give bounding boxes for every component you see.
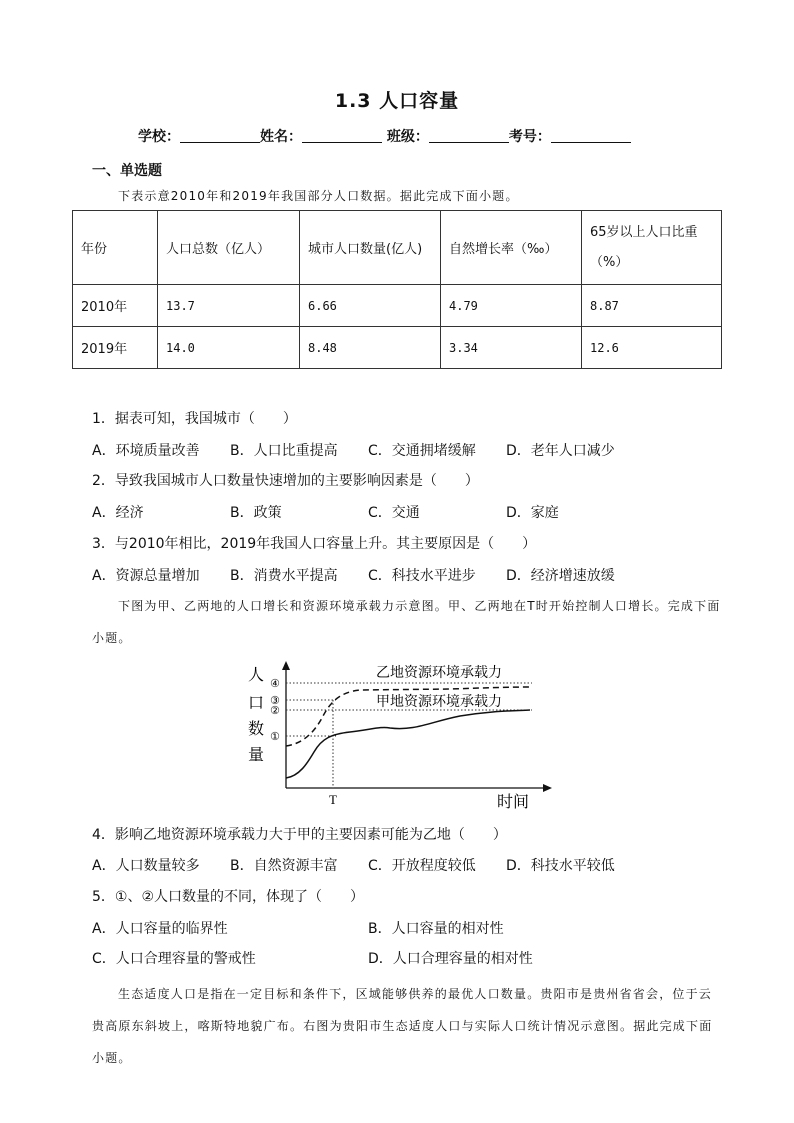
y-axis-arrow-icon (282, 661, 290, 670)
y-axis-label-char: 数 (248, 721, 265, 738)
table-header-row (73, 211, 722, 285)
table-cell: 13.7 (158, 285, 300, 327)
name-label: 姓名： (260, 129, 302, 145)
section-heading: 一、单选题 (92, 163, 162, 179)
exam-no-label: 考号： (508, 129, 551, 145)
jia-population-curve (286, 710, 530, 778)
population-table (72, 210, 722, 369)
level-4-marker: ④ (270, 677, 280, 690)
yi-capacity-label: 乙地资源环境承载力 (376, 665, 502, 681)
option-d[interactable]: D．经济增速放缓 (506, 568, 615, 584)
option-d[interactable]: D．科技水平较低 (506, 858, 615, 874)
name-blank[interactable] (302, 128, 382, 143)
table-cell: 2010年 (73, 285, 158, 327)
table-header-cell: 人口总数（亿人） (158, 211, 300, 285)
option-d[interactable]: D．人口合理容量的相对性 (368, 951, 533, 967)
x-axis-arrow-icon (543, 784, 552, 792)
population-carrying-capacity-figure (240, 658, 560, 810)
table-header-cell: 年份 (73, 211, 158, 285)
option-a[interactable]: A．资源总量增加 (92, 568, 200, 584)
table-header-cell: 自然增长率（‰） (441, 211, 582, 285)
jia-capacity-label: 甲地资源环境承载力 (376, 694, 502, 710)
y-axis-label-char: 量 (248, 747, 265, 764)
option-c[interactable]: C．人口合理容量的警戒性 (92, 951, 256, 967)
option-b[interactable]: B．消费水平提高 (230, 568, 338, 584)
question-2-options (92, 502, 559, 522)
table-cell: 14.0 (158, 327, 300, 369)
question-5-options-row-1 (92, 918, 504, 938)
intro-paragraph-2: 下图为甲、乙两地的人口增长和资源环境承载力示意图。甲、乙两地在T时开始控制人口增长。完成下面小题。 (92, 599, 721, 645)
class-blank[interactable] (429, 128, 509, 143)
option-d[interactable]: D．老年人口减少 (506, 443, 615, 459)
question-3-stem: 3．与2010年相比，2019年我国人口容量上升。其主要原因是（ ） (92, 536, 537, 552)
table-row (73, 327, 722, 369)
table-row (73, 285, 722, 327)
option-c[interactable]: C．开放程度较低 (368, 858, 476, 874)
level-3-marker: ③ (270, 694, 280, 707)
intro-paragraph-3: 生态适度人口是指在一定目标和条件下，区域能够供养的最优人口数量。贵阳市是贵州省省会，位于云贵高原东斜坡上，喀斯特地貌广布。右图为贵阳市生态适度人口与实际人口统计情况示意图。据此完成下面小题。 (92, 987, 713, 1065)
question-5-stem: 5．①、②人口数量的不同，体现了（ ） (92, 889, 365, 905)
question-3-options (92, 565, 615, 585)
student-info-line (138, 126, 631, 146)
table-cell: 12.6 (582, 327, 722, 369)
option-d[interactable]: D．家庭 (506, 505, 559, 521)
question-4-options (92, 855, 615, 875)
level-1-marker: ① (270, 730, 280, 743)
table-header-cell: 城市人口数量(亿人) (300, 211, 441, 285)
option-a[interactable]: A．环境质量改善 (92, 443, 200, 459)
intro-paragraph-1: 下表示意2010年和2019年我国部分人口数据。据此完成下面小题。 (118, 189, 519, 203)
option-a[interactable]: A．人口数量较多 (92, 858, 200, 874)
t-label: T (329, 792, 337, 807)
table-cell: 8.48 (300, 327, 441, 369)
question-4-stem: 4．影响乙地资源环境承载力大于甲的主要因素可能为乙地（ ） (92, 827, 507, 843)
option-b[interactable]: B．自然资源丰富 (230, 858, 338, 874)
option-b[interactable]: B．政策 (230, 505, 282, 521)
class-label: 班级： (386, 129, 429, 145)
question-5-options-row-2 (92, 948, 533, 968)
table-header-cell: 65岁以上人口比重（%） (582, 211, 722, 285)
level-2-marker: ② (270, 704, 280, 717)
question-1-stem: 1．据表可知，我国城市（ ） (92, 411, 297, 427)
exam-no-blank[interactable] (551, 128, 631, 143)
option-c[interactable]: C．交通拥堵缓解 (368, 443, 476, 459)
option-b[interactable]: B．人口容量的相对性 (368, 921, 504, 937)
school-blank[interactable] (180, 128, 260, 143)
table-cell: 6.66 (300, 285, 441, 327)
question-2-stem: 2．导致我国城市人口数量快速增加的主要影响因素是（ ） (92, 473, 479, 489)
option-a[interactable]: A．经济 (92, 505, 144, 521)
x-axis-label: 时间 (497, 792, 530, 810)
option-a[interactable]: A．人口容量的临界性 (92, 921, 228, 937)
page-title: 1.3 人口容量 (334, 90, 460, 112)
question-1-options (92, 440, 615, 460)
option-c[interactable]: C．交通 (368, 505, 420, 521)
table-cell: 3.34 (441, 327, 582, 369)
table-cell: 4.79 (441, 285, 582, 327)
y-axis-label-char: 人 (248, 667, 265, 684)
option-c[interactable]: C．科技水平进步 (368, 568, 476, 584)
table-cell: 8.87 (582, 285, 722, 327)
option-b[interactable]: B．人口比重提高 (230, 443, 338, 459)
school-label: 学校： (138, 129, 180, 145)
table-cell: 2019年 (73, 327, 158, 369)
y-axis-label-char: 口 (248, 695, 265, 712)
